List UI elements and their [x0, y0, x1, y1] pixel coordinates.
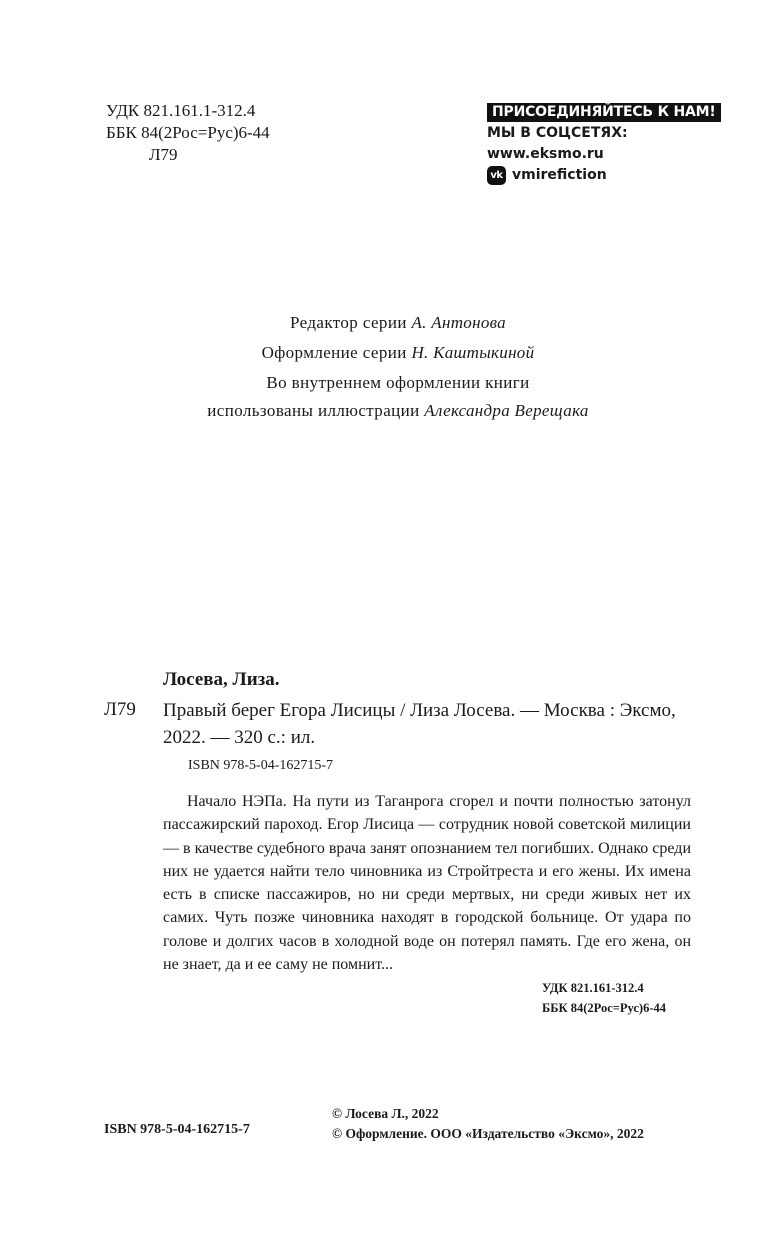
- classification-block: [106, 100, 270, 166]
- catalog-classification: [542, 978, 666, 1018]
- vk-handle: vmirefiction: [512, 167, 607, 183]
- social-block: [487, 102, 721, 186]
- footer-isbn: ISBN 978-5-04-162715-7: [104, 1122, 250, 1137]
- social-subtitle: МЫ В СОЦСЕТЯХ:: [487, 125, 628, 141]
- illustrations-credit-line1: Во внутреннем оформлении книги: [266, 373, 530, 392]
- editor-credit: Редактор серии А. Антонова: [290, 313, 506, 332]
- udk-code: УДК 821.161.1-312.4: [106, 101, 256, 120]
- catalog-author: Лосева, Лиза.: [163, 669, 280, 690]
- bbk-code: ББК 84(2Рос=Рус)6-44: [106, 123, 270, 142]
- vk-link[interactable]: [487, 165, 721, 186]
- credits-block: [0, 308, 768, 424]
- annotation-text: Начало НЭПа. На пути из Таганрога сгорел и почти полностью затонул пассажирский пароход. Егор Лисица — сотрудник новой советской милиции — в качестве судебного врача занят опознанием тел погибших. Однако среди них не удается найти тело чиновника из Стройтреста и его жены. Их имена есть в списке пассажиров, но ни среди мертвых, ни среди живых нет их самих. Чуть позже чиновника находят в городской больнице. От удара по голове и долгих часов в холодной воде он потерял память. Где его жена, он не знает, да и ее саму не помнит...: [163, 793, 691, 974]
- annotation: [163, 790, 691, 976]
- catalog-code: Л79: [104, 699, 136, 720]
- catalog-udk: УДК 821.161-312.4: [542, 981, 644, 995]
- copyright-design: © Оформление. ООО «Издательство «Эксмо», 2022: [332, 1126, 644, 1141]
- catalog-bbk: ББК 84(2Рос=Рус)6-44: [542, 1001, 666, 1015]
- website-link[interactable]: www.eksmo.ru: [487, 146, 604, 162]
- vk-icon: vk: [487, 166, 506, 185]
- join-us-banner: ПРИСОЕДИНЯЙТЕСЬ К НАМ!: [487, 103, 721, 122]
- catalog-isbn: ISBN 978-5-04-162715-7: [188, 758, 334, 773]
- design-credit: Оформление серии Н. Каштыкиной: [261, 343, 535, 362]
- illustrations-credit-line2: использованы иллюстрации Александра Верещака: [207, 401, 589, 420]
- copyright-block: [332, 1104, 644, 1144]
- copyright-author: © Лосева Л., 2022: [332, 1106, 439, 1121]
- author-mark: Л79: [149, 145, 178, 164]
- bibliographic-description: Правый берег Егора Лисицы / Лиза Лосева. — Москва : Эксмо, 2022. — 320 с.: ил.: [163, 700, 676, 748]
